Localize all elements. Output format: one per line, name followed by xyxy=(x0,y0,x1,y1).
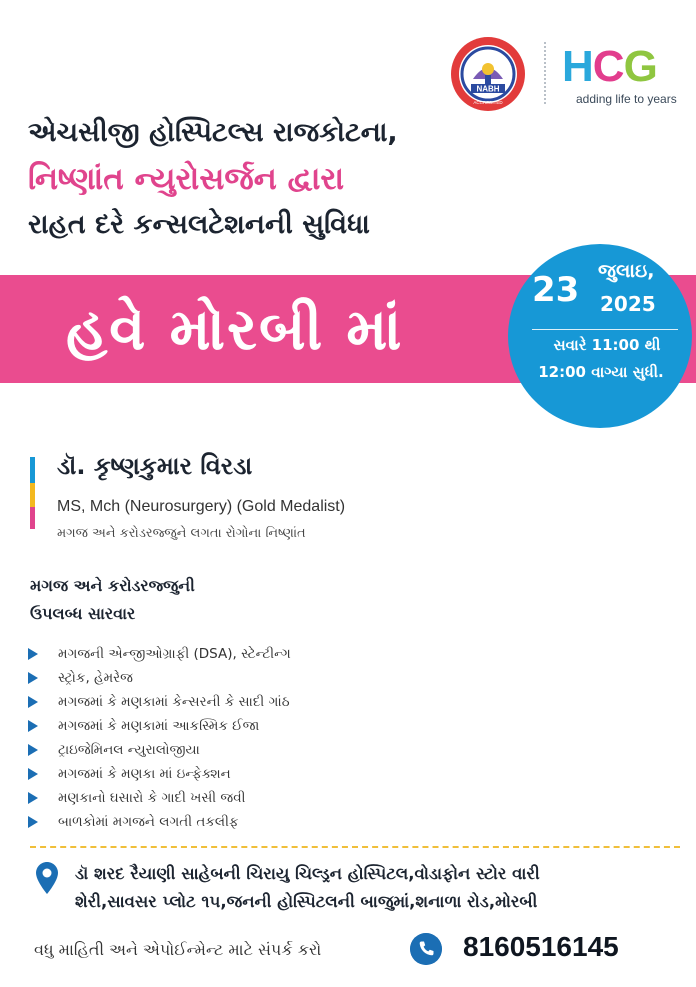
list-item-label: મગજમાં કે મણકામાં આકસ્મિક ઈજા xyxy=(58,718,260,734)
treatments-heading-line-1: મગજ અને કરોડરજ્જુની xyxy=(30,576,195,595)
address-line-1: ડૉ શરદ રૈયાણી સાહેબની ચિરાયુ ચિલ્ડ્રન હોસ્પિટલ,વોડાફોન સ્ટોર વારી xyxy=(75,864,540,883)
bullet-triangle-icon xyxy=(28,744,38,756)
banner-title: હવે મોરબી માં xyxy=(66,295,404,363)
headline-line-2: નિષ્ણાંત ન્યુરોસર્જન દ્વારા xyxy=(28,161,345,197)
treatments-heading-line-2: ઉપલબ્ધ સારવાર xyxy=(30,604,136,623)
hcg-logo xyxy=(562,44,686,106)
hcg-letter-h: H xyxy=(562,42,593,91)
bullet-triangle-icon xyxy=(28,816,38,828)
doctor-specialty: મગજ અને કરોડરજ્જુને લગતા રોગોના નિષ્ણાંત xyxy=(57,526,306,541)
headline-line-3: રાહત દરે કન્સલટેશનની સુવિધા xyxy=(28,209,370,240)
list-item xyxy=(28,810,291,834)
list-item xyxy=(28,690,291,714)
nabh-accredited-text: ACCREDITED xyxy=(473,100,503,105)
list-item xyxy=(28,666,291,690)
event-year: 2025 xyxy=(600,292,656,316)
list-item xyxy=(28,762,291,786)
list-item-label: બાળકોમાં મગજને લગતી તકલીફ xyxy=(58,814,239,830)
phone-icon xyxy=(410,933,442,965)
contact-label: વધુ માહિતી અને એપોઈન્મેન્ટ માટે સંપર્ક કરો xyxy=(34,940,322,959)
list-item xyxy=(28,642,291,666)
phone-number[interactable]: 8160516145 xyxy=(463,931,619,962)
address-line-2: શેરી,સાવસર પ્લોટ ૧૫,જનની હોસ્પિટલની બાજુમાં,શનાળા રોડ,મોરબી xyxy=(75,892,538,911)
doctor-name: ડૉ. કૃષ્ણકુમાર વિરડા xyxy=(57,452,253,480)
list-item-label: મગજમાં કે મણકામાં કેન્સરની કે સાદી ગાંઠ xyxy=(58,694,290,710)
list-item-label: ટ્રાઇજેમિનલ ન્યુરાલોજીયા xyxy=(58,742,200,758)
list-item-label: મગજની એન્જીઓગ્રાફી (DSA), સ્ટેન્ટીન્ગ xyxy=(58,646,291,662)
date-divider xyxy=(532,329,678,330)
logo-divider xyxy=(544,42,546,104)
list-item-label: સ્ટ્રોક, હેમરેજ xyxy=(58,670,133,686)
venue-address xyxy=(75,860,540,916)
list-item-label: મગજમાં કે મણકા માં ઇન્ફેક્શન xyxy=(58,766,231,782)
event-day: 23 xyxy=(532,270,580,310)
hcg-tagline: adding life to years xyxy=(576,92,677,106)
event-time-end: 12:00 વાગ્યા સુધી. xyxy=(538,363,664,381)
doctor-degrees: MS, Mch (Neurosurgery) (Gold Medalist) xyxy=(57,498,346,515)
location-pin-icon xyxy=(36,862,58,894)
bullet-triangle-icon xyxy=(28,696,38,708)
hcg-wordmark xyxy=(562,44,686,90)
nabh-text: NABH xyxy=(476,84,500,94)
accent-bar-pink xyxy=(30,507,35,529)
list-item xyxy=(28,738,291,762)
bullet-triangle-icon xyxy=(28,648,38,660)
bullet-triangle-icon xyxy=(28,768,38,780)
treatments-list xyxy=(28,642,291,834)
list-item xyxy=(28,714,291,738)
bullet-triangle-icon xyxy=(28,672,38,684)
event-month: જુલાઇ, xyxy=(598,260,655,282)
dashed-divider xyxy=(30,846,680,848)
event-time-start: સવારે 11:00 થી xyxy=(553,336,661,354)
accent-bar-blue xyxy=(30,457,35,483)
bullet-triangle-icon xyxy=(28,792,38,804)
treatments-heading xyxy=(30,572,195,628)
list-item xyxy=(28,786,291,810)
hcg-letter-c: C xyxy=(592,42,624,91)
headline-line-1: એચસીજી હોસ્પિટલ્સ રાજકોટના, xyxy=(28,117,398,148)
event-date-badge xyxy=(508,244,692,428)
hcg-letter-g: G xyxy=(623,42,657,91)
nabh-accreditation-logo xyxy=(449,35,527,113)
headline xyxy=(28,110,468,248)
accent-bar-yellow xyxy=(30,483,35,507)
bullet-triangle-icon xyxy=(28,720,38,732)
list-item-label: મણકાનો ઘસારો કે ગાદી ખસી જવી xyxy=(58,790,246,806)
